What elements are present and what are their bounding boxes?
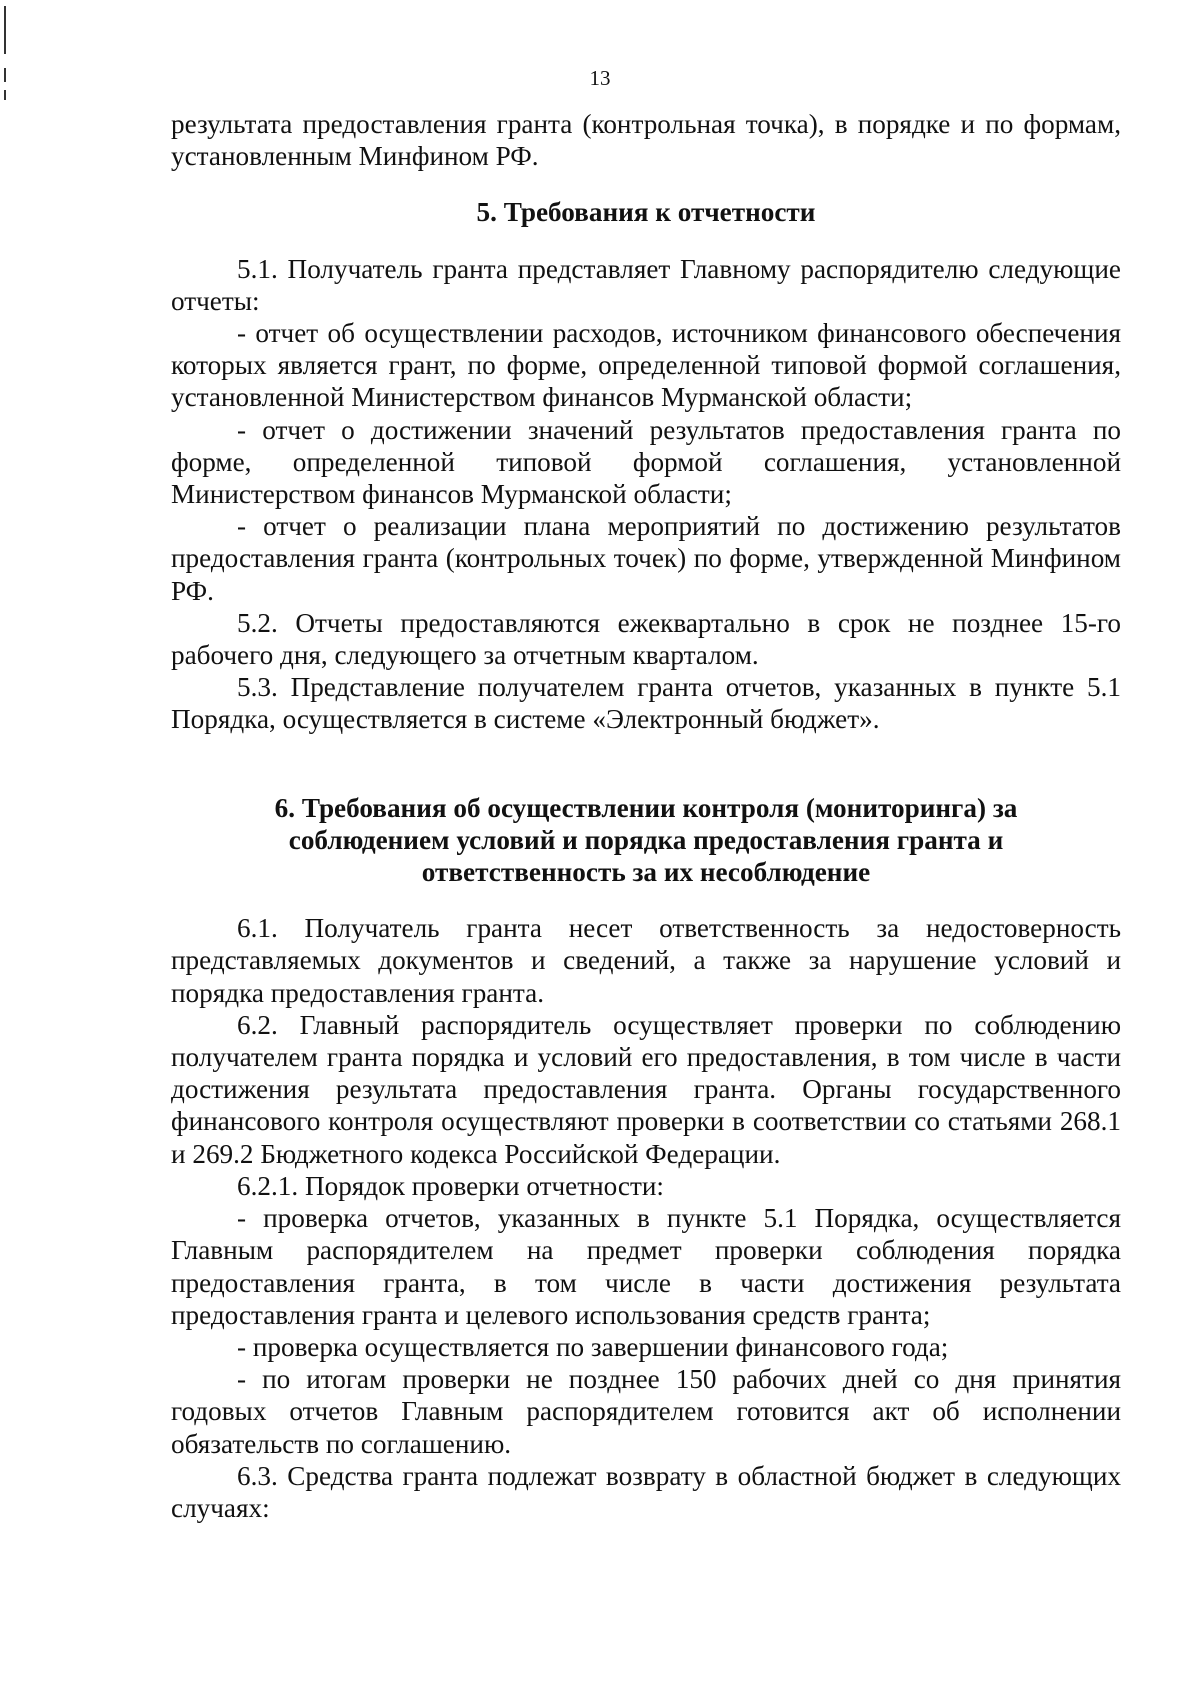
list-item: - проверка отчетов, указанных в пункте 5.1 Порядка, осуществляется Главным распорядителем на предмет проверки соблюдения порядка предоставления гранта, в том числе в части достижения результата предоставления гранта и целевого использования средств гранта; [171,1203,1121,1330]
list-item: - проверка осуществляется по завершении финансового года; [237,1331,949,1362]
paragraph-6-3: 6.3. Средства гранта подлежат возврату в областной бюджет в следующих случаях: [171,1460,1121,1523]
scan-edge-mark [4,90,6,100]
continuation-paragraph: результата предоставления гранта (контрольная точка), в порядке и по формам, установленным Минфином РФ. [171,109,1121,172]
paragraph-5-1: 5.1. Получатель гранта представляет Главному распорядителю следующие отчеты: [171,253,1121,316]
section-6-heading-line-1: 6. Требования об осуществлении контроля (мониторинга) за [274,792,1018,823]
paragraph-6-1: 6.1. Получатель гранта несет ответственность за недостоверность представляемых документов и сведений, а также за нарушение условий и порядка предоставления гранта. [171,913,1121,1008]
document-body [171,108,1121,1524]
list-item: - отчет о реализации плана мероприятий по достижению результатов предоставления гранта (контрольных точек) по форме, утвержденной Минфином РФ. [171,511,1121,606]
section-6-heading-line-2: соблюдением условий и порядка предоставления гранта и [288,824,1004,855]
list-item: - по итогам проверки не позднее 150 рабочих дней со дня принятия годовых отчетов Главным распорядителем готовится акт об исполнении обязательств по соглашению. [171,1364,1121,1459]
scan-edge-mark [4,6,6,54]
page-number: 13 [589,66,611,90]
list-item: - отчет об осуществлении расходов, источником финансового обеспечения которых является грант, по форме, определенной типовой формой соглашения, установленной Министерством финансов Мурманской области; [171,318,1121,413]
paragraph-5-3: 5.3. Представление получателем гранта отчетов, указанных в пункте 5.1 Порядка, осуществляется в системе «Электронный бюджет». [171,672,1121,735]
section-5-heading: 5. Требования к отчетности [476,197,816,228]
section-6-heading-line-3: ответственность за их несоблюдение [421,857,871,888]
paragraph-6-2-1: 6.2.1. Порядок проверки отчетности: [237,1170,664,1201]
paragraph-5-2: 5.2. Отчеты предоставляются ежеквартально в срок не позднее 15-го рабочего дня, следующего за отчетным кварталом. [171,607,1121,671]
list-item: - отчет о достижении значений результатов предоставления гранта по форме, определенной типовой формой соглашения, установленной Министерством финансов Мурманской области; [171,414,1121,510]
paragraph-6-2: 6.2. Главный распорядитель осуществляет проверки по соблюдению получателем гранта порядка и условий его предоставления, в том числе в части достижения результата предоставления гранта. Органы государственного финансового контроля осуществляют проверки в соответствии со статьями 268.1 и 269.2 Бюджетного кодекса Российской Федерации. [171,1009,1121,1169]
